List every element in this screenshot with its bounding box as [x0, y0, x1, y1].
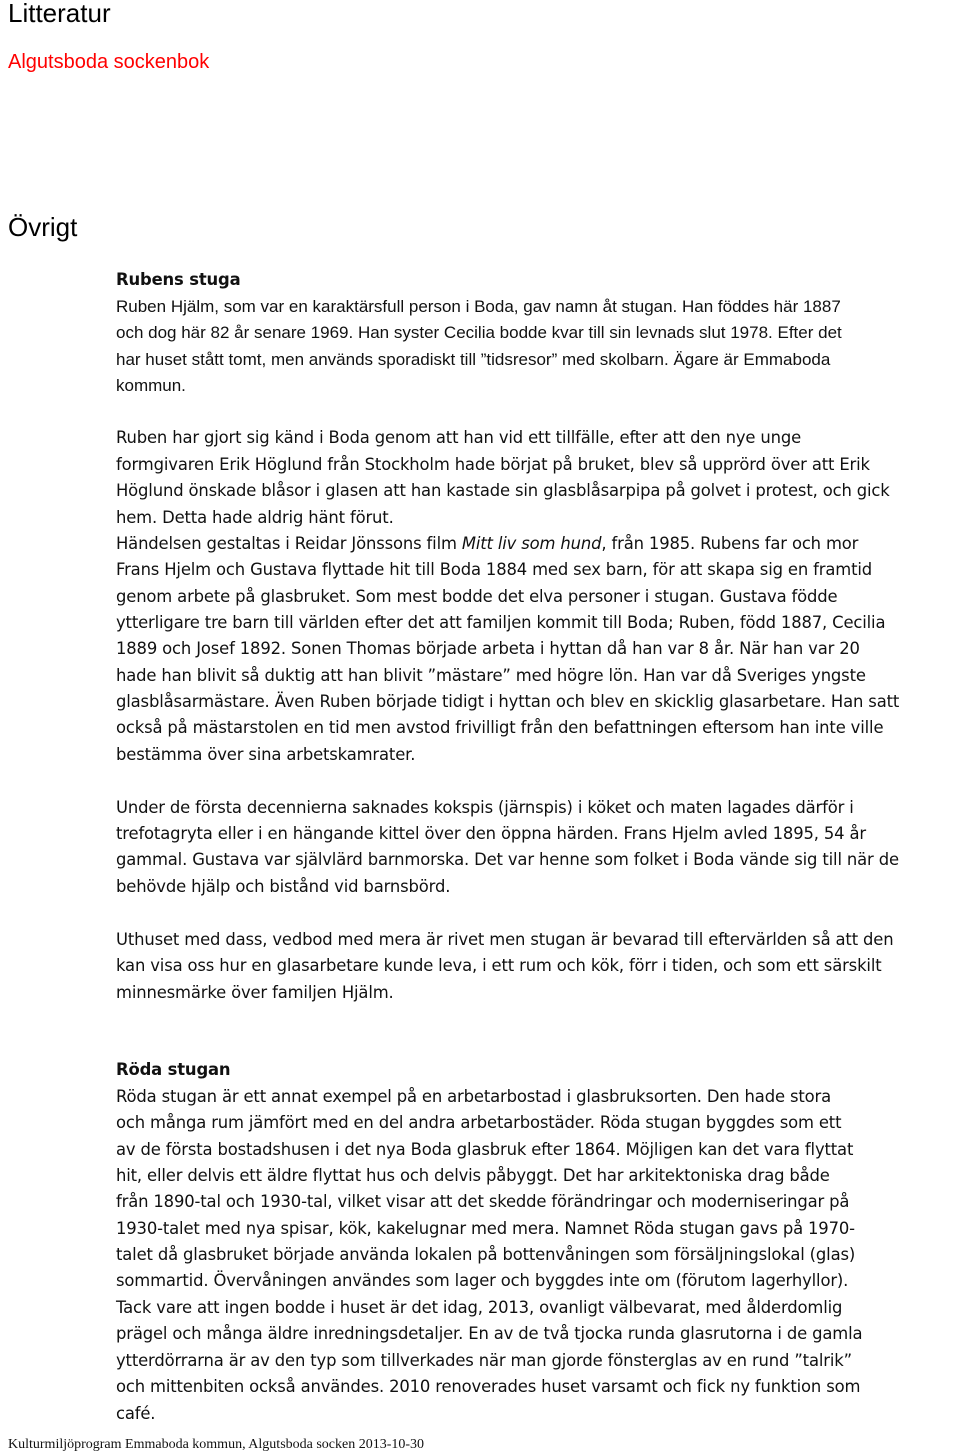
text-line: hit, eller delvis ett äldre flyttat hus och delvis påbyggt. Det har arkitektoniska drag både	[116, 1166, 830, 1185]
page-footer: Kulturmiljöprogram Emmaboda kommun, Algutsboda socken 2013-10-30	[8, 1437, 425, 1452]
text-line: trefotagryta eller i en hängande kittel över den öppna härden. Frans Hjelm avled 1895, 54 år	[116, 824, 866, 843]
text-line: Tack vare att ingen bodde i huset är det idag, 2013, ovanligt välbevarat, med ålderdomlig	[116, 1298, 843, 1317]
text-line: och många rum jämfört med en del andra arbetarbostäder. Röda stugan byggdes som ett	[116, 1113, 842, 1132]
text-line: café.	[116, 1404, 156, 1423]
text-line: Ruben har gjort sig känd i Boda genom att han vid ett tillfälle, efter att den nye unge	[116, 428, 802, 447]
film-title: Mitt liv som hund	[461, 534, 602, 553]
text-line: kommun.	[116, 376, 186, 395]
text-line: glasblåsarmästare. Även Ruben började tidigt i hyttan och blev en skicklig glasarbetare. Han satt	[116, 692, 900, 711]
text-line	[116, 532, 858, 556]
section-title-rubens-stuga: Rubens stuga	[116, 270, 241, 289]
text-line: bestämma över sina arbetskamrater.	[116, 745, 416, 764]
text-line: 1930-talet med nya spisar, kök, kakelugnar med mera. Namnet Röda stugan gavs på 1970-	[116, 1219, 855, 1238]
text-line: prägel och många äldre inredningsdetaljer. En av de två tjocka runda glasrutorna i de gamla	[116, 1324, 863, 1343]
text-line: kan visa oss hur en glasarbetare kunde leva, i ett rum och kök, förr i tiden, och som ett särskilt	[116, 956, 882, 975]
text-line: Uthuset med dass, vedbod med mera är rivet men stugan är bevarad till eftervärlden så att den	[116, 930, 894, 949]
text-line: har huset stått tomt, men används sporadiskt till ”tidsresor” med skolbarn. Ägare är Emmaboda	[116, 350, 831, 369]
text-line: Under de första decennierna saknades kokspis (järnspis) i köket och maten lagades därför i	[116, 798, 854, 817]
text-line: behövde hjälp och bistånd vid barnsbörd.	[116, 877, 451, 896]
text-line: också på mästarstolen en tid men avstod frivilligt från den befattningen eftersom han inte ville	[116, 718, 884, 737]
text-span: , från 1985. Rubens far och mor	[601, 534, 859, 553]
text-line: och dog här 82 år senare 1969. Han syster Cecilia bodde kvar till sin levnads slut 1978. Efter det	[116, 323, 842, 342]
section-title-roda-stugan: Röda stugan	[116, 1060, 231, 1079]
text-line: Ruben Hjälm, som var en karaktärsfull person i Boda, gav namn åt stugan. Han föddes här 1887	[116, 297, 841, 316]
link-algutsboda-sockenbok[interactable]: Algutsboda sockenbok	[8, 51, 210, 73]
text-line: Höglund önskade blåsor i glasen att han kastade sin glasblåsarpipa på golvet i protest, och gick	[116, 481, 890, 500]
text-line: Frans Hjelm och Gustava flyttade hit till Boda 1884 med sex barn, för att skapa sig en framtid	[116, 560, 873, 579]
text-line: talet då glasbruket började använda lokalen på bottenvåningen som försäljningslokal (glas)	[116, 1245, 856, 1264]
text-line: sommartid. Övervåningen användes som lager och byggdes inte om (förutom lagerhyllor).	[116, 1271, 849, 1290]
text-line: 1889 och Josef 1892. Sonen Thomas började arbeta i hyttan då han var 8 år. När han var 20	[116, 639, 860, 658]
text-line: hem. Detta hade aldrig hänt förut.	[116, 508, 394, 527]
text-line: genom arbete på glasbruket. Som mest bodde det elva personer i stugan. Gustava födde	[116, 587, 838, 606]
text-line: minnesmärke över familjen Hjälm.	[116, 983, 394, 1002]
text-line: ytterligare tre barn till världen efter det att familjen kommit till Boda; Ruben, född 1887, Cecilia	[116, 613, 886, 632]
text-line: ytterdörrarna är av den typ som tillverkades när man gjorde fönsterglas av en rund ”talrik”	[116, 1351, 852, 1370]
text-line: hade han blivit så duktig att han blivit ”mästare” med högre lön. Han var då Sveriges yngste	[116, 666, 866, 685]
text-line: formgivaren Erik Höglund från Stockholm hade börjat på bruket, blev så upprörd över att Erik	[116, 455, 870, 474]
text-line: från 1890-tal och 1930-tal, vilket visar att det skedde förändringar och moderniseringar på	[116, 1192, 850, 1211]
text-line: av de första bostadshusen i det nya Boda glasbruk efter 1864. Möjligen kan det vara flyttat	[116, 1140, 854, 1159]
text-span: Händelsen gestaltas i Reidar Jönssons film	[116, 534, 462, 553]
heading-litteratur: Litteratur	[8, 0, 111, 28]
text-line: gammal. Gustava var självlärd barnmorska. Det var henne som folket i Boda vände sig till när de	[116, 850, 899, 869]
text-line: Röda stugan är ett annat exempel på en arbetarbostad i glasbruksorten. Den hade stora	[116, 1087, 831, 1106]
text-line: och mittenbiten också användes. 2010 renoverades huset varsamt och fick ny funktion som	[116, 1377, 861, 1396]
heading-ovrigt: Övrigt	[8, 212, 78, 242]
